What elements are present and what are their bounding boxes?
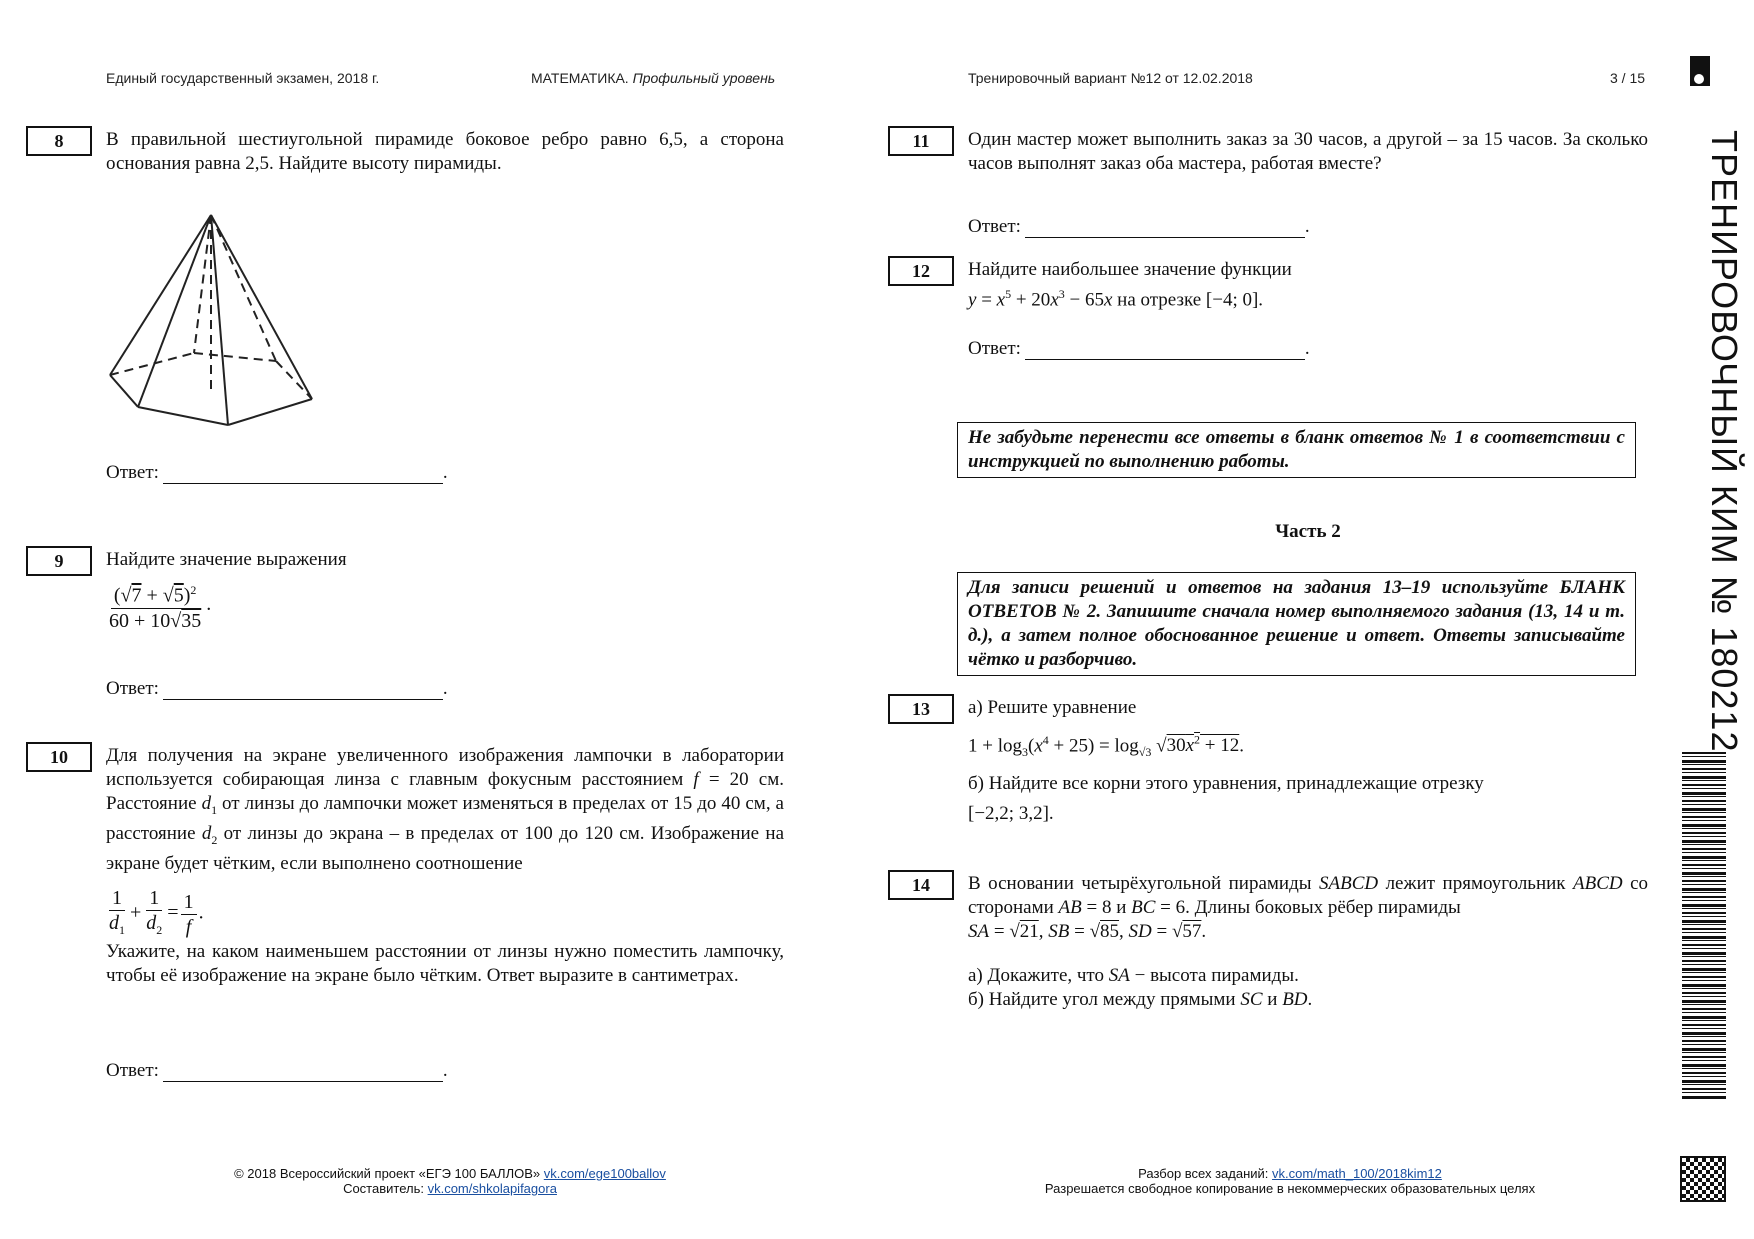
- task-10-text: Для получения на экране увеличенного изображения лампочки в лаборатории используется собирающая линза с главным фокусным расстоянием f = 20 см. Расстояние $d_1$ от линзы до лампочки может изменяться в пределах от 15 до 40 см, а расстояние $d_2$ от линзы до экрана – в пределах от 100 до 120 см. Изображение на экране будет чётким, если выполнено соотношение: [106, 745, 785, 874]
- answer-label: Ответ:: [106, 678, 159, 699]
- t14-p4: и: [1116, 897, 1127, 918]
- answer-11: Ответ: .: [968, 216, 1310, 237]
- answer-8: Ответ: .: [106, 462, 448, 483]
- answer-12: Ответ: .: [968, 338, 1310, 359]
- side-title: ТРЕНИРОВОЧНЫЙ КИМ № 180212: [1704, 130, 1745, 753]
- notice-answers: Не забудьте перенести все ответы в бланк ответов № 1 в соответствии с инструкцией по выполнению работы.: [957, 422, 1636, 478]
- pyramid-figure: [100, 205, 320, 435]
- footer-link-project[interactable]: vk.com/ege100ballov: [543, 1166, 666, 1181]
- answer-label: Ответ:: [968, 338, 1021, 359]
- task-14-text: В основании четырёхугольной пирамиды SABCD лежит прямоугольник ABCD со сторонами AB = 8 и BC = 6. Длины боковых рёбер пирамиды SA = √21, SB = √85, SD = √57. а) Докажите, что SA − высота пирамиды. б) Найдите угол между прямыми SC и BD.: [968, 873, 1649, 1010]
- task-number-12: 12: [888, 256, 954, 286]
- t14-p1: В основании четырёхугольной пирамиды: [968, 873, 1312, 894]
- subject-text: МАТЕМАТИКА.: [531, 70, 629, 86]
- footer-right: [990, 1166, 1590, 1196]
- task-12-text: Найдите наибольшее значение функции $y = x^5 + 20x^3 - 65x$ на отрезке [−4; 0].: [968, 259, 1292, 311]
- task-number-8: 8: [26, 126, 92, 156]
- footer-link-analysis[interactable]: vk.com/math_100/2018kim12: [1272, 1166, 1442, 1181]
- t14-p3: со сторонами: [968, 873, 1649, 918]
- qr-code: [1680, 1156, 1726, 1202]
- task-10-formula: $\frac{1}{d_1}$ + $\frac{1}{d_2}$ = $\frac{1}{f}$ .: [109, 887, 204, 938]
- t14-a: а) Докажите, что: [968, 965, 1104, 986]
- header-exam: Единый государственный экзамен, 2018 г.: [106, 70, 380, 86]
- t10-p2: = 20 см. Расстояние: [106, 769, 785, 814]
- task-10-question: Укажите, на каком наименьшем расстоянии от линзы нужно поместить лампочку, чтобы её изображение на экране было чётким. Ответ выразите в сантиметрах.: [106, 941, 784, 986]
- answer-9: Ответ: .: [106, 678, 448, 699]
- header-subject: [531, 70, 775, 86]
- t12-text: Найдите наибольшее значение функции: [968, 259, 1292, 280]
- t14-b: б) Найдите угол между прямыми: [968, 989, 1236, 1010]
- t13-segment: [−2,2; 3,2].: [968, 803, 1054, 825]
- task-number-14: 14: [888, 870, 954, 900]
- t13-b: б) Найдите все корни этого уравнения, принадлежащие отрезку: [968, 773, 1484, 795]
- task-11-text: Один мастер может выполнить заказ за 30 часов, а другой – за 15 часов. За сколько часов выполнят заказ оба мастера, работая вместе?: [968, 129, 1648, 174]
- footer-link-author[interactable]: vk.com/shkolapifagora: [427, 1181, 557, 1196]
- footer-author: Составитель:: [343, 1181, 424, 1196]
- header-variant: Тренировочный вариант №12 от 12.02.2018: [968, 70, 1253, 86]
- corner-mark-dot: [1694, 74, 1704, 84]
- task-13-text: а) Решите уравнение $1 + \log_3(x^4 + 25) = \log_{√3} √30x^2 + 12$. б) Найдите все корни этого уравнения, принадлежащие отрезку [−2,2; 3,2].: [968, 696, 1648, 826]
- task-9-text: Найдите значение выражения: [106, 549, 347, 570]
- task-9-expression: $\frac{(√7 + √5)^2}{60 + 10√35}$ .: [104, 578, 211, 633]
- t10-p1: Для получения на экране увеличенного изображения лампочки в лаборатории используется собирающая линза с главным фокусным расстоянием: [106, 745, 784, 790]
- answer-label: Ответ:: [968, 216, 1021, 237]
- footer-copyright: Разрешается свободное копирование в некоммерческих образовательных целях: [1044, 1181, 1536, 1196]
- t14-p2: лежит прямоугольник: [1385, 873, 1566, 894]
- answer-field[interactable]: [1025, 341, 1305, 360]
- t13-a: а) Решите уравнение: [968, 697, 1137, 718]
- answer-field[interactable]: [1025, 219, 1305, 238]
- footer-analysis: Разбор всех заданий:: [1138, 1166, 1269, 1181]
- t14-a2: − высота пирамиды.: [1134, 965, 1299, 986]
- answer-field[interactable]: [163, 465, 443, 484]
- task-number-11: 11: [888, 126, 954, 156]
- t12-interval: на отрезке [−4; 0].: [1117, 289, 1264, 311]
- t10-p4: от линзы до экрана – в пределах от 100 до 120 см. Изображение на экране будет чётким, если выполнено соотношение: [106, 822, 785, 874]
- task-number-10: 10: [26, 742, 92, 772]
- header-page: 3 / 15: [1610, 70, 1646, 86]
- task-8-text: В правильной шестиугольной пирамиде боковое ребро равно 6,5, а сторона основания равна 2,5. Найдите высоту пирамиды.: [106, 129, 784, 174]
- answer-10: Ответ: .: [106, 1060, 448, 1081]
- t14-b2: и: [1267, 989, 1278, 1010]
- task-number-13: 13: [888, 694, 954, 724]
- part2-title: Часть 2: [1275, 521, 1341, 542]
- answer-label: Ответ:: [106, 1060, 159, 1081]
- t14-p5: . Длины боковых рёбер пирамиды: [1185, 897, 1461, 918]
- notice-part2: Для записи решений и ответов на задания 13–19 используйте БЛАНК ОТВЕТОВ № 2. Запишите сначала номер выполняемого задания (13, 14 и т. д.), а затем полное обоснованное решение и ответ. Ответы записывайте чётко и разборчиво.: [957, 572, 1636, 676]
- barcode: [1682, 752, 1726, 1100]
- answer-label: Ответ:: [106, 462, 159, 483]
- t10-p3: от линзы до лампочки может изменяться в пределах от 15 до 40 см, а расстояние: [106, 793, 784, 844]
- task-number-9: 9: [26, 546, 92, 576]
- level-text: Профильный уровень: [632, 70, 776, 86]
- answer-field[interactable]: [163, 1063, 443, 1082]
- footer-project: © 2018 Всероссийский проект «ЕГЭ 100 БАЛЛОВ»: [234, 1166, 541, 1181]
- answer-field[interactable]: [163, 681, 443, 700]
- footer-left: [150, 1166, 750, 1196]
